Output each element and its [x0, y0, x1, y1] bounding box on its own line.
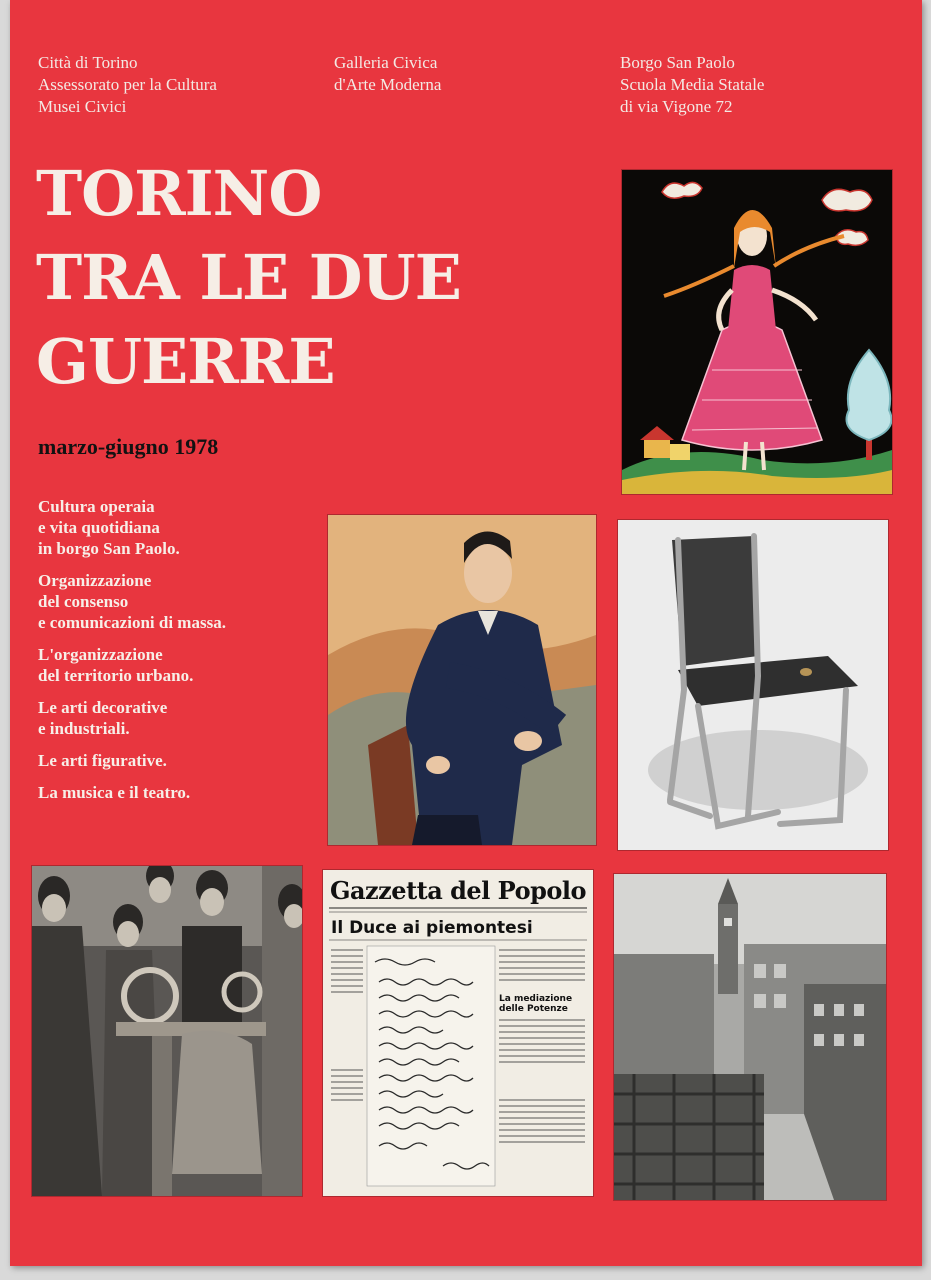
header-left-line: Città di Torino: [38, 53, 138, 72]
illustration-girl-dress: [622, 170, 892, 494]
gazette-headline: Il Duce ai piemontesi: [331, 918, 533, 938]
topic-line: L'organizzazione: [38, 645, 163, 664]
header-center: [334, 52, 441, 96]
topic-line: e industriali.: [38, 719, 130, 738]
topic-item: [38, 496, 226, 559]
gazette-clipping: [323, 870, 593, 1196]
topic-line: in borgo San Paolo.: [38, 539, 180, 558]
gazette-side-headline: La mediazione delle Potenze: [499, 994, 573, 1014]
topic-line: La musica e il teatro.: [38, 783, 191, 802]
gazette-masthead: Gazzetta del Popolo: [330, 876, 586, 905]
book-cover: [10, 0, 922, 1266]
title-line: TRA LE DUE: [36, 241, 461, 314]
topic-line: Organizzazione: [38, 571, 152, 590]
topic-line: Le arti decorative: [38, 698, 168, 717]
topic-line: Le arti figurative.: [38, 751, 167, 770]
cover-title: [36, 152, 461, 404]
topic-item: [38, 782, 226, 803]
painting-seated-man: [328, 515, 596, 845]
header-right-line: di via Vigone 72: [620, 97, 733, 116]
header-left: [38, 52, 217, 118]
topic-item: [38, 644, 226, 686]
header-center-line: Galleria Civica: [334, 53, 438, 72]
photo-workers: [32, 866, 302, 1196]
exhibition-dates: marzo-giugno 1978: [38, 434, 219, 459]
topic-line: e comunicazioni di massa.: [38, 613, 226, 632]
topic-line: del consenso: [38, 592, 129, 611]
topic-item: [38, 750, 226, 771]
topic-item: [38, 697, 226, 739]
header-right-line: Borgo San Paolo: [620, 53, 735, 72]
photo-steel-chair: [618, 520, 888, 850]
topic-line: Cultura operaia: [38, 497, 155, 516]
header-right: [620, 52, 764, 118]
photo-city-construction: [614, 874, 886, 1200]
topic-line: e vita quotidiana: [38, 518, 160, 537]
header-left-line: Musei Civici: [38, 97, 127, 116]
header-center-line: d'Arte Moderna: [334, 75, 442, 94]
topic-line: del territorio urbano.: [38, 666, 194, 685]
header-left-line: Assessorato per la Cultura: [38, 75, 217, 94]
title-line: TORINO: [36, 157, 322, 230]
title-line: GUERRE: [36, 325, 335, 398]
topic-item: [38, 570, 226, 633]
header-right-line: Scuola Media Statale: [620, 75, 765, 94]
topic-list: [38, 496, 226, 814]
